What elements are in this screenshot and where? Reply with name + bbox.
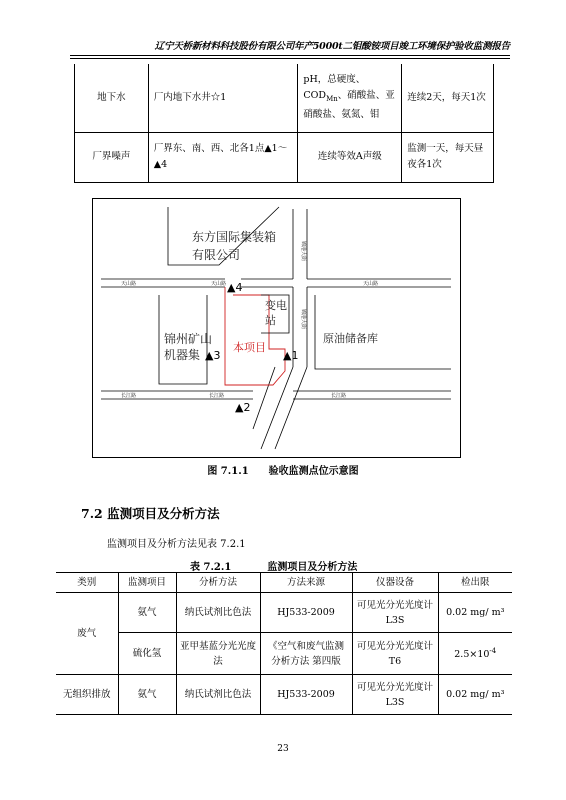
figure-title: 验收监测点位示意图 [268,466,359,477]
monitoring-point-1: ▲1 [283,349,299,362]
methods-table [56,572,512,715]
table-header-row [56,573,512,593]
table-cell: 可见光分光光度计L3S [352,675,438,715]
page-number: 23 [277,744,289,754]
road-line [275,367,307,449]
page-header: 辽宁天桥新材料科技股份有限公司年产5000t二钼酸铵项目竣工环境保护验收监测报告 [154,41,510,52]
table-number: 表 7.2.1 [190,562,232,573]
table-row [75,132,494,182]
table-cell: 连续等效A声级 [298,132,402,182]
table-cell: 连续2天，每天1次 [402,64,494,132]
table-cell: 氨气 [118,593,176,633]
company-label: 有限公司 [192,248,241,262]
cell-text: 2.5×10 [454,649,490,661]
substation-label: 变电 [265,299,287,312]
table-row [56,675,512,715]
monitoring-map [92,198,461,458]
table-cell: 无组织排放 [56,675,118,715]
table-cell: 0.02 mg/ m³ [438,593,512,633]
column-header: 方法来源 [260,573,352,593]
table-cell: 0.02 mg/ m³ [438,675,512,715]
table-cell: 地下水 [75,64,149,132]
road-label: 锦港大街 [300,241,306,262]
table-caption [190,558,393,573]
road-label: 天山路 [363,281,379,287]
cell-subscript: Mn [326,95,338,104]
cell-text: 、硝酸盐、亚硝酸盐、氨氮、钼 [303,90,395,121]
header-rule-thin [70,58,510,59]
table-cell: 硫化氢 [118,633,176,675]
table-cell: 纳氏试剂比色法 [176,675,260,715]
substation-label: 站 [265,314,276,327]
table-cell [298,64,402,132]
table-cell: 厂界噪声 [75,132,149,182]
road-label: 长江路 [209,393,225,399]
oil-storage-label: 原油储备库 [323,332,378,345]
road-label: 天山路 [211,281,227,287]
body-paragraph: 监测项目及分析方法见表 7.2.1 [107,539,246,550]
monitoring-point-3: ▲3 [205,349,221,362]
road-label: 天山路 [121,281,137,287]
project-label: 本项目 [233,341,266,354]
table-cell [438,633,512,675]
road-label: 锦港大街 [300,309,306,330]
company-label: 东方国际集装箱 [192,230,277,244]
cell-text: pH，总硬度、COD [303,74,366,102]
table-cell: 厂界东、南、西、北各1点▲1～▲4 [148,132,298,182]
column-header: 检出限 [438,573,512,593]
column-header: 仪器设备 [352,573,438,593]
road-line [261,367,293,449]
table-cell: 可见光分光光度计L3S [352,593,438,633]
header-rule [70,55,510,56]
table-cell: 废气 [56,593,118,675]
figure-number: 图 7.1.1 [207,466,249,477]
table-cell: 亚甲基蓝分光光度法 [176,633,260,675]
table-row [56,593,512,633]
table-cell: 监测一天，每天昼夜各1次 [402,132,494,182]
table-row [56,633,512,675]
table-row [75,64,494,132]
column-header: 监测项目 [118,573,176,593]
column-header: 类别 [56,573,118,593]
table-title: 监测项目及分析方法 [267,562,358,573]
mining-label: 机器集 [164,348,201,362]
road-label: 长江路 [121,393,137,399]
table-cell: 《空气和废气监测分析方法 第四版 [260,633,352,675]
table-cell: 纳氏试剂比色法 [176,593,260,633]
monitoring-point-4: ▲4 [227,281,243,294]
table-cell: 厂内地下水井☆1 [148,64,298,132]
monitoring-table-continued [74,64,494,183]
table-cell: 可见光分光光度计T6 [352,633,438,675]
figure-caption [80,462,486,477]
section-heading: 7.2 监测项目及分析方法 [81,506,220,521]
table-cell: HJ533-2009 [260,593,352,633]
road-label: 长江路 [331,393,347,399]
cell-superscript: -4 [489,647,497,656]
map-svg [93,199,460,457]
monitoring-point-2: ▲2 [235,401,251,414]
road-line [253,367,275,429]
column-header: 分析方法 [176,573,260,593]
table-cell: HJ533-2009 [260,675,352,715]
mining-label: 锦州矿山 [164,332,213,346]
table-cell: 氨气 [118,675,176,715]
